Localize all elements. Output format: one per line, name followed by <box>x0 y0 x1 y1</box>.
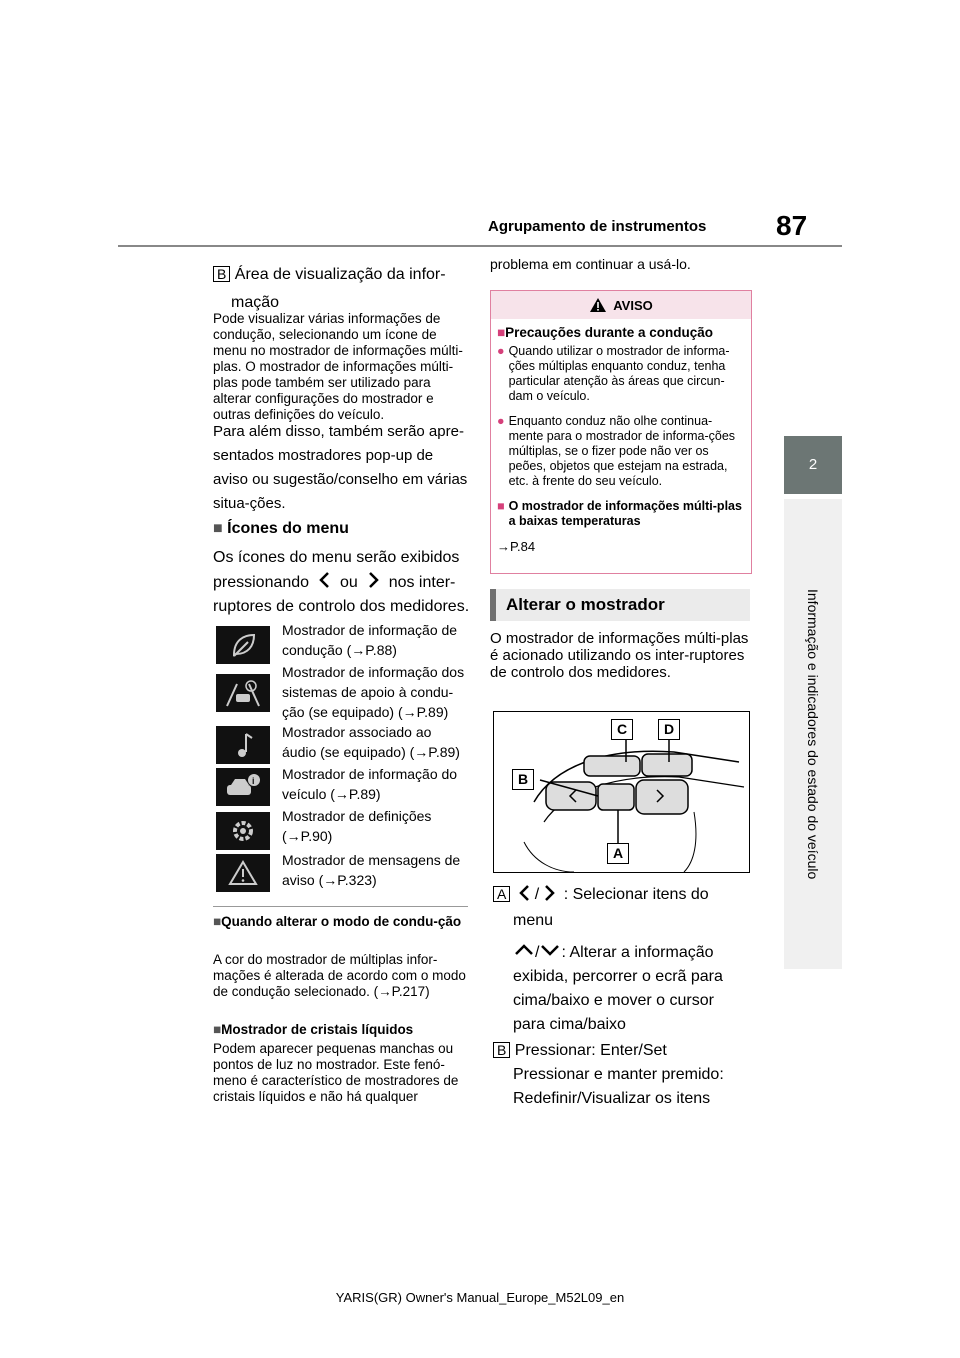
section-heading: Alterar o mostrador <box>490 589 750 621</box>
leaf-icon <box>216 626 270 664</box>
b-description: Pode visualizar várias informações de condução, selecionando um ícone de menu no mostrador de informações múlti-plas. O mostrador de informações múlti-plas pode também ser utilizado para alterar configurações do mostrador e outras definições do veículo. <box>213 311 463 422</box>
figure-label-b: B <box>512 769 534 790</box>
warning-p2 <box>497 414 743 489</box>
b-label: B <box>493 1042 510 1058</box>
a-line6: para cima/baixo <box>513 1016 626 1033</box>
chevron-left-icon <box>515 884 535 902</box>
a-line1: : Selecionar itens do <box>563 886 709 903</box>
chevron-up-icon <box>513 942 535 958</box>
b-title-line1: Área de visualização da infor- <box>234 266 446 283</box>
gear-icon <box>216 812 270 850</box>
svg-text:i: i <box>252 776 255 786</box>
b-press-description <box>493 1039 753 1111</box>
warning-p1 <box>497 344 743 404</box>
drive-mode-text: A cor do mostrador de múltiplas infor-mações é alterada de acordo com o modo de condução selecionado. (→P.217) <box>213 952 466 999</box>
menu-icon-table <box>213 616 468 907</box>
chapter-title-tab <box>784 499 842 969</box>
drive-mode-heading-text: Quando alterar o modo de condu-ção <box>221 914 462 929</box>
chevron-down-icon <box>539 942 561 958</box>
warning-title: AVISO <box>613 297 653 313</box>
square-bullet-icon: ■ <box>213 914 222 929</box>
warning-h2 <box>497 499 743 529</box>
drive-mode-heading <box>213 914 468 929</box>
warning-h2-text: O mostrador de informações múlti-plas a baixas temperaturas <box>508 499 742 528</box>
warning-triangle-icon <box>216 854 270 892</box>
chevron-left-icon <box>314 570 336 590</box>
b-description-2: Para além disso, também serão apre-sentados mostradores pop-up de aviso ou sugestão/conselho em várias situa-ções. <box>213 423 468 512</box>
menu-intro-or: ou <box>339 574 358 591</box>
b-title-line2: mação <box>231 294 280 311</box>
driver-assist-icon <box>216 674 270 712</box>
continuation-text: problema em continuar a usá-lo. <box>490 256 691 272</box>
menu-item-text: Mostrador associado ao áudio (se equipado) (→P.89) <box>282 724 460 760</box>
menu-intro-switches: nos inter- <box>388 574 456 591</box>
square-bullet-icon: ■ <box>497 499 505 513</box>
menu-item-text: Mostrador de definições (→P.90) <box>282 808 432 844</box>
menu-icons-heading <box>213 520 349 538</box>
figure-label-a: A <box>607 843 629 864</box>
square-bullet-icon: ■ <box>497 325 506 340</box>
menu-intro-line2 <box>213 570 475 595</box>
chevron-right-icon <box>539 884 559 902</box>
menu-item-text: Mostrador de mensagens de aviso (→P.323) <box>282 852 461 888</box>
a-description: A / : Selecionar itens do menu / : Alterar a informação exibida, percorrer o ecrã para cima/baixo e mover o cursor para cima/baixo <box>493 883 753 1037</box>
menu-item-text: Mostrador de informação de condução (→P.88) <box>282 622 458 658</box>
a-line4: exibida, percorrer o ecrã para <box>513 968 723 985</box>
circle-bullet-icon: ● <box>497 344 505 358</box>
chapter-title: Informação e indicadores do estado do veículo <box>805 588 821 880</box>
circle-bullet-icon: ● <box>497 414 505 428</box>
b-heading <box>213 263 473 315</box>
b-label: B <box>213 266 230 282</box>
section-text: O mostrador de informações múlti-plas é acionado utilizando os inter-ruptores de controlo dos medidores. <box>490 630 749 681</box>
section-title: Agrupamento de instrumentos <box>488 218 707 235</box>
warning-p2-text: Enquanto conduz não olhe continua-mente para o mostrador de informa-ções múltiplas, se o fizer pode não ver os peões, objetos que estejam na estrada, etc. à frente do seu veículo. <box>508 414 736 488</box>
warning-h1 <box>497 325 743 340</box>
warning-p1-text: Quando utilizar o mostrador de informa-ções múltiplas enquanto conduz, tenha particular atenção às áreas que circun-dam o veículo. <box>508 344 730 403</box>
a-line3: : Alterar a informação <box>561 944 714 961</box>
menu-intro-press: pressionando <box>213 574 310 591</box>
menu-intro-line3: ruptores de controlo dos medidores. <box>213 598 470 615</box>
warning-box <box>490 290 752 574</box>
warning-triangle-icon <box>589 297 607 313</box>
a-label: A <box>493 886 510 902</box>
a-line5: cima/baixo e mover o cursor <box>513 992 714 1009</box>
vehicle-info-icon <box>216 768 270 806</box>
lcd-text: Podem aparecer pequenas manchas ou pontos de luz no mostrador. Este fenó-meno é característico de mostradores de cristais líquidos e não há qualquer <box>213 1041 459 1104</box>
menu-item-text: Mostrador de informação dos sistemas de apoio à condu-ção (se equipado) (→P.89) <box>282 664 465 720</box>
figure-label-d: D <box>658 719 680 740</box>
chapter-number-tab: 2 <box>784 436 842 494</box>
menu-icons-heading-text: Ícones do menu <box>227 520 349 537</box>
square-bullet-icon: ■ <box>213 520 223 537</box>
warning-h1-text: Precauções durante a condução <box>505 325 713 340</box>
figure-label-c: C <box>611 719 633 740</box>
b-line3: Redefinir/Visualizar os itens <box>513 1090 711 1107</box>
square-bullet-icon: ■ <box>213 1022 222 1037</box>
menu-intro <box>213 546 475 619</box>
warning-ref: →P.84 <box>497 539 536 554</box>
lcd-heading-text: Mostrador de cristais líquidos <box>221 1022 414 1037</box>
page-number: 87 <box>776 210 808 241</box>
steering-switch-figure <box>493 711 750 873</box>
footer-text: YARIS(GR) Owner's Manual_Europe_M52L09_en <box>335 1290 625 1305</box>
lcd-heading <box>213 1022 468 1037</box>
a-line2: menu <box>513 912 554 929</box>
chevron-right-icon <box>362 570 384 590</box>
menu-item-text: Mostrador de informação do veículo (→P.89) <box>282 766 458 802</box>
a-updown-row: / : Alterar a informação <box>493 941 753 965</box>
music-note-icon <box>216 726 270 764</box>
b-line2: Pressionar e manter premido: <box>513 1066 724 1083</box>
header-rule <box>118 245 842 247</box>
menu-intro-line1: Os ícones do menu serão exibidos <box>213 549 460 566</box>
warning-header <box>491 291 751 319</box>
b-line1: Pressionar: Enter/Set <box>514 1042 667 1059</box>
